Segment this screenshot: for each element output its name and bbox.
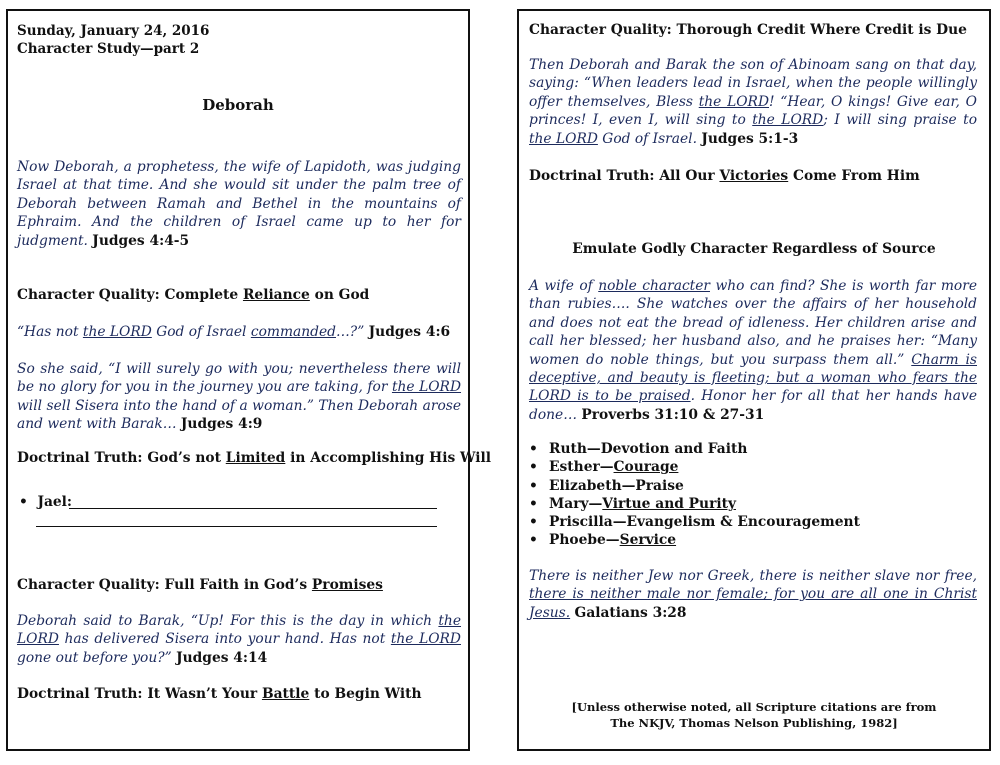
woman-quality: Virtue and Purity	[602, 495, 736, 512]
truth1-prefix: Doctrinal Truth: God’s not	[17, 450, 226, 466]
page-title: Deborah	[202, 96, 274, 114]
truth2-keyword: Battle	[261, 686, 310, 702]
quote-judges-4-6	[17, 323, 461, 341]
list-item	[529, 495, 860, 513]
q4-u3: the LORD	[529, 130, 598, 147]
woman-quality: Praise	[635, 477, 684, 494]
q3-u2: the LORD	[390, 631, 461, 648]
truth1-suffix: in Accomplishing His Will	[285, 450, 492, 466]
truth3-prefix: Doctrinal Truth: All Our	[529, 168, 720, 184]
prov-u1: noble character	[598, 278, 710, 294]
woman-quality: Evangelism & Encouragement	[626, 514, 860, 531]
woman-name: Esther—	[549, 459, 614, 476]
footnote-line-1: [Unless otherwise noted, all Scripture citations are from	[571, 700, 937, 714]
quality1-suffix: on God	[309, 287, 370, 303]
quote-judges-4-9	[17, 360, 461, 434]
woman-name: Elizabeth—	[549, 477, 636, 494]
truth3-keyword: Victories	[719, 168, 789, 184]
q2-u1: the LORD	[391, 379, 462, 396]
woman-quality: Service	[619, 532, 677, 549]
jael-bullet	[19, 494, 72, 510]
woman-quality: Courage	[613, 459, 679, 476]
q1-u1: the LORD	[82, 324, 152, 340]
gal-ref: Galatians 3:28	[574, 604, 687, 621]
list-item	[529, 440, 860, 458]
q3-b: has delivered Sisera into your hand. Has not	[58, 631, 391, 648]
q4-u2: the LORD	[752, 112, 824, 129]
jael-label: Jael:	[37, 494, 73, 510]
emulate-heading: Emulate Godly Character Regardless of Source	[572, 241, 936, 257]
prov-a: A wife of	[529, 278, 599, 294]
intro-text: Now Deborah, a prophetess, the wife of Lapidoth, was judging Israel at that time. And she would sit under the palm tree of Deborah between Ramah and Bethel in the mountains of Ephraim. And the children of Israel came up to her for judgment.	[17, 159, 461, 249]
truth2-suffix: to Begin With	[309, 686, 422, 702]
bullet-icon: •	[19, 494, 28, 510]
quality2-prefix: Character Quality: Full Faith in God’s	[17, 577, 312, 593]
q2-b: will sell Sisera into the hand of a woman.” Then Deborah arose and went with Barak…	[17, 397, 461, 433]
quality-heading-2	[17, 577, 383, 593]
list-item	[529, 531, 860, 549]
woman-name: Priscilla—	[549, 514, 627, 531]
quote-proverbs	[529, 277, 977, 424]
truth-heading-1	[17, 450, 491, 466]
q4-u1: the LORD	[698, 93, 770, 110]
jael-blank-line-2[interactable]	[36, 526, 437, 527]
q3-ref: Judges 4:14	[176, 649, 268, 666]
q2-a: So she said, “I will surely go with you; nevertheless there will be no glory for you in the journey you are taking, for	[17, 361, 461, 396]
woman-name: Phoebe—	[549, 532, 620, 549]
q4-d: God of Israel.	[597, 130, 697, 147]
intro-ref: Judges 4:4-5	[92, 232, 190, 249]
quote-judges-4-14	[17, 612, 461, 667]
woman-quality: Devotion and Faith	[600, 441, 748, 457]
q1-u2: commanded	[250, 324, 336, 340]
series-line: Character Study—part 2	[17, 41, 200, 57]
quote-galatians	[529, 567, 977, 622]
prov-b: who can find? She is worth far more than rubies…. She watches over the affairs of her household and does not eat the bread of idleness. Her children arise and call her blessed; her husband also, and he praises her: “Many women do noble things, but you surpass them all.”	[529, 278, 977, 368]
q1-c: …?”	[336, 324, 365, 340]
q1-b: God of Israel	[151, 324, 251, 340]
q4-b: ! “Hear, O kings! Give ear, O princes! I, even I, will sing to	[529, 93, 977, 129]
prov-ref: Proverbs 31:10 & 27-31	[581, 406, 765, 423]
q4-a: Then Deborah and Barak the son of Abinoam sang on that day, saying: “When leaders lead in Israel, when the people willingly offer themselves, Bless	[529, 57, 977, 110]
q3-c: gone out before you?”	[17, 649, 172, 666]
footnote-line-2: The NKJV, Thomas Nelson Publishing, 1982]	[610, 716, 898, 730]
truth1-keyword: Limited	[225, 450, 286, 466]
women-list	[529, 440, 860, 550]
gal-u1: there is neither male nor female; for you are all one in Christ Jesus.	[529, 586, 977, 621]
gal-a: There is neither Jew nor Greek, there is neither slave nor free,	[529, 568, 977, 584]
q3-a: Deborah said to Barak, “Up! For this is the day in which	[17, 613, 439, 629]
q4-c: ; I will sing praise to	[823, 112, 978, 129]
q1-ref: Judges 4:6	[368, 324, 451, 340]
list-item	[529, 513, 860, 531]
quality-heading-1	[17, 287, 369, 303]
truth2-prefix: Doctrinal Truth: It Wasn’t Your	[17, 686, 262, 702]
q1-a: “Has not	[17, 324, 83, 340]
truth-heading-3	[529, 168, 920, 184]
jael-blank-line-1[interactable]	[69, 508, 437, 509]
list-item	[529, 458, 860, 476]
truth3-suffix: Come From Him	[788, 168, 920, 184]
woman-name: Mary—	[549, 495, 603, 512]
quote-judges-5-1-3	[529, 56, 977, 148]
q4-ref: Judges 5:1-3	[701, 130, 799, 147]
date-line: Sunday, January 24, 2016	[17, 23, 210, 39]
prov-c: . Honor her for all that her hands have done…	[529, 388, 977, 423]
q2-ref: Judges 4:9	[180, 416, 263, 433]
prov-u2: Charm is deceptive, and beauty is fleeting; but a woman who fears the LORD is to be praised	[529, 351, 977, 405]
quality-heading-3: Character Quality: Thorough Credit Where Credit is Due	[529, 22, 967, 38]
intro-passage	[17, 158, 461, 250]
truth-heading-2	[17, 686, 422, 702]
right-page	[517, 9, 991, 751]
woman-name: Ruth—	[549, 441, 601, 457]
q3-u1: the LORD	[17, 613, 461, 648]
left-page	[6, 9, 492, 751]
quality1-keyword: Reliance	[242, 287, 310, 303]
quality2-keyword: Promises	[311, 577, 383, 593]
quality1-prefix: Character Quality: Complete	[17, 287, 243, 303]
list-item	[529, 477, 860, 495]
